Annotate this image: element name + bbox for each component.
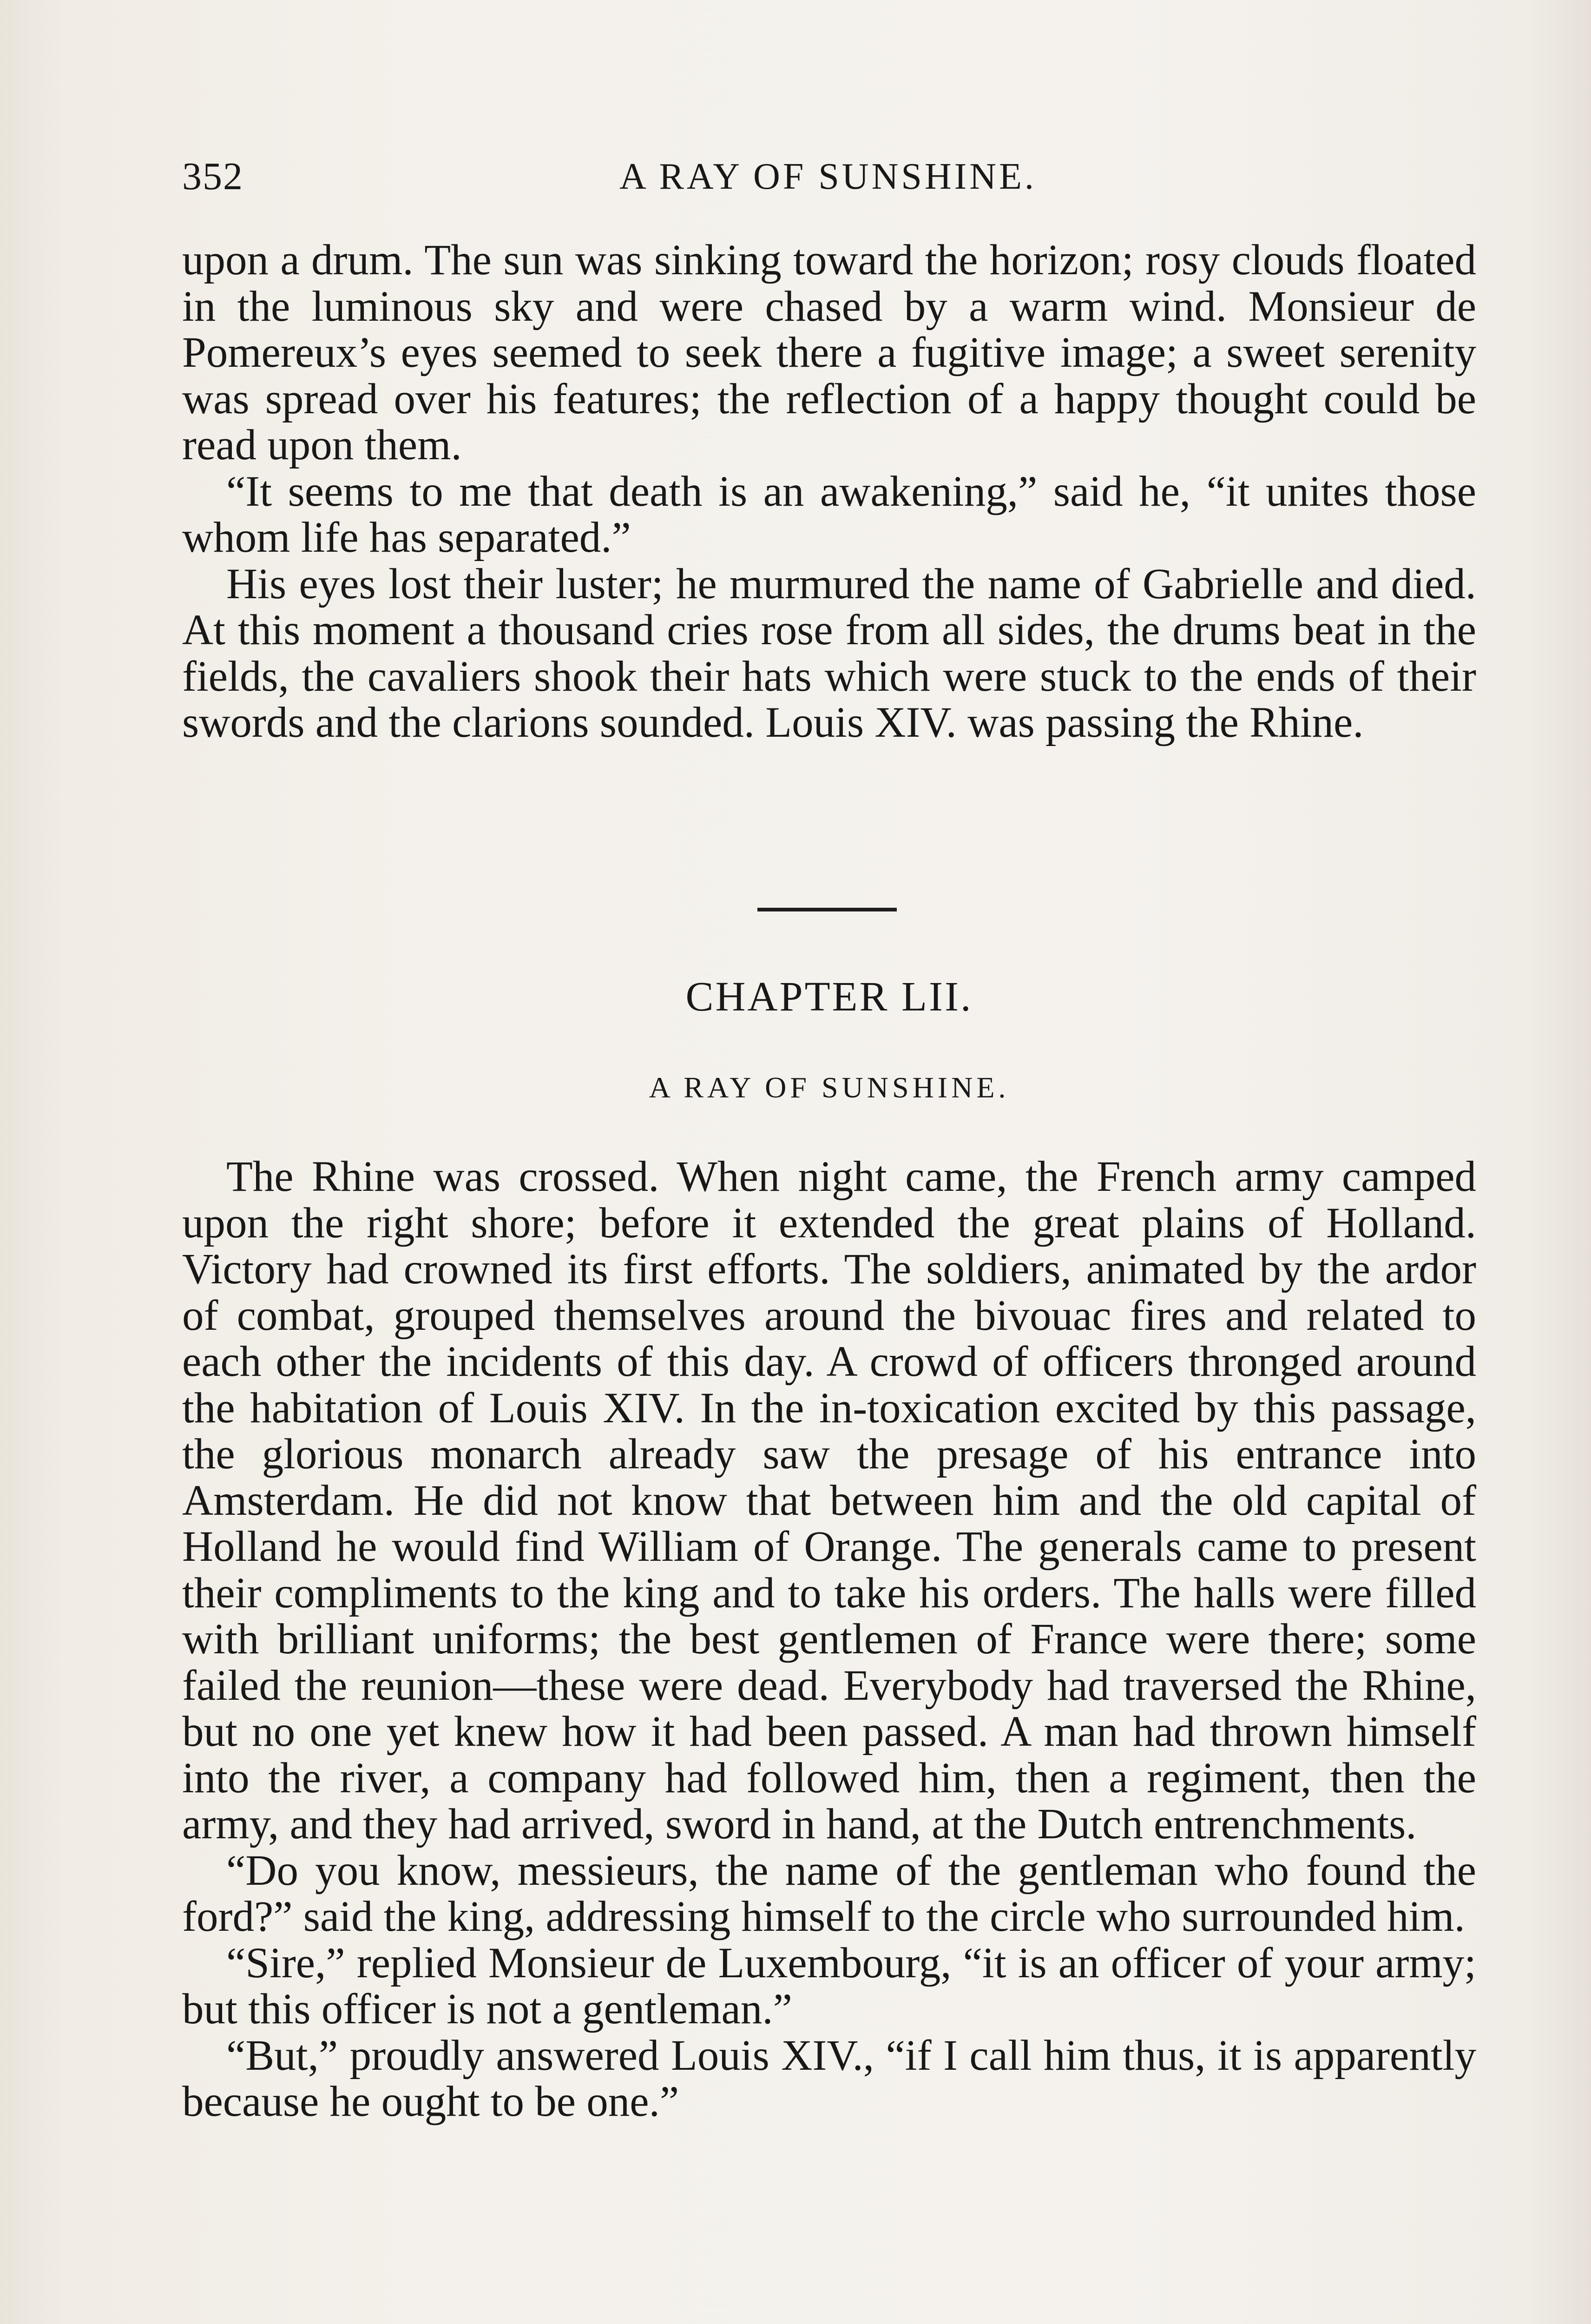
paragraph: upon a drum. The sun was sinking toward the horizon; rosy clouds floated in the luminous sky and were chased by a warm wind. Monsieur de Pomereux’s eyes seemed to seek there a fugitive image; a sweet serenity was spread over his features; the reflection of a happy thought could be read upon them. [182, 236, 1476, 469]
chapter-title: CHAPTER LII. [685, 974, 973, 1020]
paragraph: “It seems to me that death is an awakening,” said he, “it unites those whom life has separated.” [182, 467, 1476, 561]
chapter-subtitle: A RAY OF SUNSHINE. [649, 1071, 1010, 1104]
paragraph: “Sire,” replied Monsieur de Luxembourg, “it is an officer of your army; but this officer is not a gentleman.” [182, 1939, 1476, 2033]
continued-text [182, 237, 1476, 746]
paragraph: His eyes lost their luster; he murmured the name of Gabrielle and died. At this moment a thousand cries rose from all sides, the drums beat in the fields, the cavaliers shook their hats which were stuck to the ends of their swords and the clarions sounded. Louis XIV. was passing the Rhine. [182, 560, 1476, 746]
section-divider [757, 908, 897, 911]
paragraph: The Rhine was crossed. When night came, the French army camped upon the right shore; before it extended the great plains of Holland. Victory had crowned its first efforts. The soldiers, animated by the ardor of combat, grouped themselves around the bivouac fires and related to each other the incidents of this day. A crowd of officers thronged around the habitation of Louis XIV. In the in-toxication excited by this passage, the glorious monarch already saw the presage of his entrance into Amsterdam. He did not know that between him and the old capital of Holland he would find William of Orange. The generals came to present their compliments to the king and to take his orders. The halls were filled with brilliant uniforms; the best gentlemen of France were there; some failed the reunion—these were dead. Everybody had traversed the Rhine, but no one yet knew how it had been passed. A man had thrown himself into the river, a company had followed him, then a regiment, then the army, and they had arrived, sword in hand, at the Dutch entrenchments. [182, 1153, 1476, 1848]
running-head [182, 149, 1474, 205]
chapter-text [182, 1154, 1476, 2125]
paragraph: “Do you know, messieurs, the name of the gentleman who found the ford?” said the king, addressing himself to the circle who surrounded him. [182, 1846, 1476, 1941]
paragraph: “But,” proudly answered Louis XIV., “if I call him thus, it is apparently because he ought to be one.” [182, 2031, 1476, 2126]
running-title: A RAY OF SUNSHINE. [619, 156, 1037, 197]
page-number: 352 [182, 155, 243, 198]
